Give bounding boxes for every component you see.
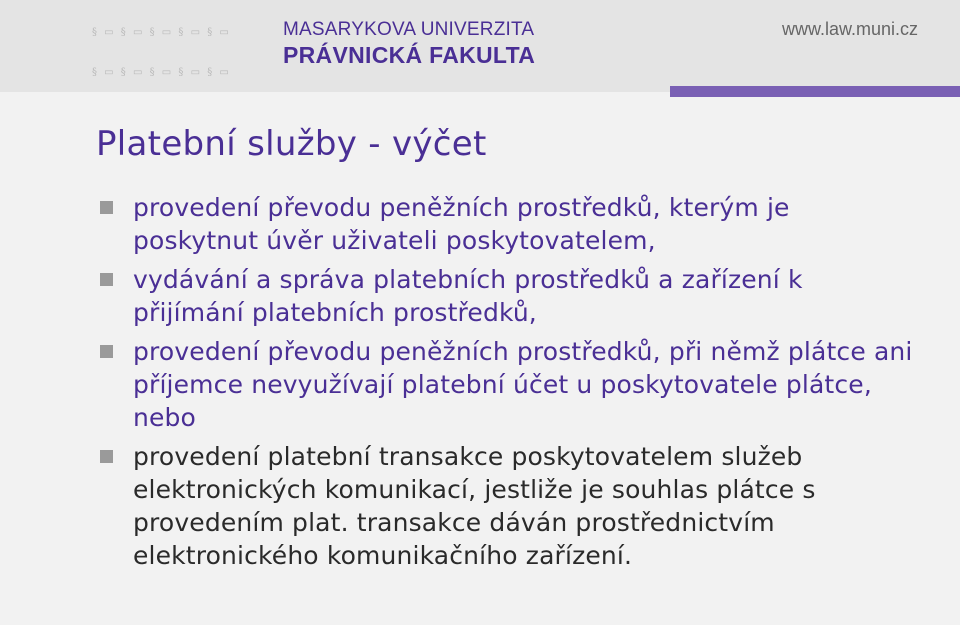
square-bullet-icon [100,273,113,286]
bullet-text: vydávání a správa platebních prostředků a zařízení k přijímání platebních prostředků, [133,265,803,327]
bullet-text: provedení převodu peněžních prostředků, kterým je poskytnut úvěr uživateli poskytovatelem, [133,193,790,255]
bullet-text: provedení převodu peněžních prostředků, při němž plátce ani příjemce nevyužívají platební účet u poskytovatele plátce, nebo [133,337,913,432]
slide-title: Platební služby - výčet [96,124,487,164]
square-bullet-icon [100,201,113,214]
university-name: MASARYKOVA UNIVERZITA [283,19,535,40]
website-url: www.law.muni.cz [781,19,918,39]
bullet-item [96,191,916,257]
square-bullet-icon [100,450,113,463]
accent-bar [670,86,960,97]
bullet-item [96,263,916,329]
pattern-row: § ▭ § ▭ § ▭ § ▭ § ▭ [92,27,231,39]
pattern-row: § ▭ § ▭ § ▭ § ▭ § ▭ [92,67,231,79]
bullet-item [96,335,916,434]
slide-header [0,0,960,92]
faculty-name: PRÁVNICKÁ FAKULTA [283,42,536,68]
bullet-text: provedení platební transakce poskytovatelem služeb elektronických komunikací, jestliže je souhlas plátce s provedením plat. transakce dáván prostřednictvím elektronického komunikačního zařízení. [133,442,816,570]
faculty-pattern-logo [92,0,244,92]
square-bullet-icon [100,345,113,358]
bullet-list [96,191,916,578]
bullet-item [96,440,916,572]
